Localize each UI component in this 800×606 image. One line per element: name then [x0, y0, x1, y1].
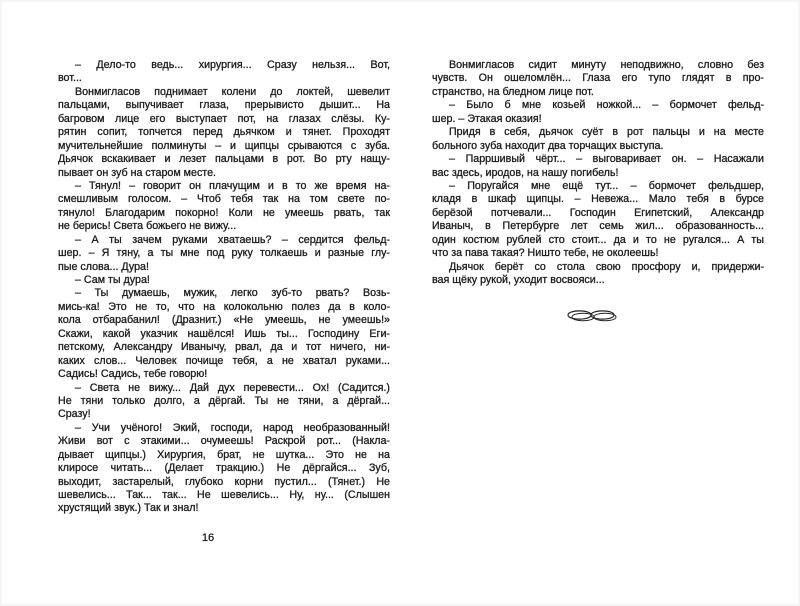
- text-line: Иваныч, в Петербурге лет семь жил... образованность...: [432, 220, 764, 233]
- text-line: Вонмигласов поднимает колени до локтей, шевелит: [75, 85, 390, 98]
- text-line: чувств. Он ошеломлён... Глаза его тупо глядят в про-: [432, 72, 764, 85]
- text-line: мись-ка! Это не то, что на колокольню полез да в коло-: [58, 300, 390, 313]
- text-line: хрустящий звук.) Так и знал!: [58, 502, 199, 515]
- text-line: смешливым голосом. – Чтоб тебя так на том свете по-: [58, 193, 390, 206]
- text-line: – Было б мне козьей ножкой... – бормочет фельд-: [449, 99, 764, 112]
- text-line: Садись! Садись, тебе говорю!: [58, 368, 208, 381]
- text-line: клиросе читать... (Делает тракцию.) Не дёргайся... Зуб,: [58, 462, 390, 475]
- text-line: – Сам ты дура!: [75, 274, 150, 286]
- text-line: Дьячок вскакивает и лезет пальцами в рот. Во рту нащу-: [58, 153, 390, 166]
- text-line: Придя в себя, дьячок суёт в рот пальцы и на месте: [449, 126, 764, 139]
- text-line: петскому, Александру Иванычу, рвал, да и тот ничего, ни-: [58, 341, 390, 354]
- text-line: каких слов... Человек почище тебя, а не хватал руками...: [58, 354, 390, 367]
- text-line: Дьячок берёт со стола свою просфору и, придержи-: [449, 260, 764, 273]
- text-line: багровом лице его выступает пот, на глазах слёзы. Ку-: [58, 112, 390, 125]
- text-line: мучительнейшие полминуты – и щипцы срываются с зуба.: [58, 139, 390, 152]
- text-line: кола отбарабанил! (Дразнит.) «Не умеешь, не умеешь!»: [58, 314, 390, 327]
- section-end-flourish-icon: [564, 304, 620, 328]
- text-line: Живи вот с этакими... очумеешь! Раскрой рот... (Накла-: [58, 435, 390, 448]
- text-line: выходит, застарелый, глубоко корни пустил... (Тянет.) Не: [58, 475, 390, 488]
- text-line: – Ты думаешь, мужик, легко зуб-то рвать? Возь-: [75, 287, 390, 300]
- text-line: Сразу!: [58, 408, 91, 421]
- right-page-text-column: [432, 59, 764, 287]
- text-line: берёзой потчевали... Господин Египетский, Александр: [432, 206, 764, 219]
- text-line: – А ты зачем руками хватаешь? – сердится фельд-: [75, 233, 390, 246]
- text-line: странство, на бледном лице пот.: [432, 85, 594, 98]
- text-line: – Тянул! – говорит он плачущим и в то же время на-: [75, 179, 390, 192]
- text-line: – Дело-то ведь... хирургия... Сразу нельзя... Вот,: [75, 59, 390, 71]
- text-line: шер. – Я тяну, а ты мне под руку толкаешь и разные глу-: [58, 247, 390, 260]
- text-line: пые слова... Дура!: [58, 260, 149, 273]
- text-line: Не тяни только долго, а дёргай. Ты не тяни, а дёргай...: [58, 394, 390, 407]
- text-line: вая щёку рукой, уходит восвояси...: [432, 274, 605, 286]
- text-line: не берись! Света божьего не вижу...: [58, 220, 237, 233]
- text-line: – Учи учёного! Экий, господи, народ необразованный!: [75, 421, 390, 434]
- text-line: вас здесь, иродов, на нашу погибель!: [432, 166, 619, 179]
- text-line: что за пава такая? Ништо тебе, не околеешь!: [432, 247, 659, 260]
- text-line: шевелись... Так... так... Не шевелись... Ну, ну... (Слышен: [58, 489, 390, 501]
- text-line: пальцами, выпучивает глаза, прерывисто дышит... На: [58, 99, 390, 112]
- text-line: Скажи, какой указчик нашёлся! Ишь ты... Господину Еги-: [58, 327, 390, 340]
- text-line: пывает он зуб на старом месте.: [58, 166, 216, 179]
- text-line: кладя в шкаф щипцы. – Невежа... Мало тебя в бурсе: [432, 193, 764, 206]
- text-line: рятин сопит, топчется перед дьячком и тянет. Проходят: [58, 126, 390, 139]
- text-line: больного зуба находит два торчащих выступа.: [432, 139, 664, 152]
- left-page-text-column: [58, 59, 390, 516]
- text-line: вот...: [58, 72, 82, 85]
- text-line: дывает щипцы.) Хирургия, брат, не шутка... Это не на: [58, 448, 390, 461]
- text-line: тянуло! Благодарим покорно! Коли не умеешь рвать, так: [58, 206, 390, 219]
- text-line: один костюм рублей сто стоит... да и то не ругался... А ты: [432, 233, 764, 246]
- text-line: Вонмигласов сидит минуту неподвижно, словно без: [449, 59, 764, 71]
- text-line: – Парршивый чёрт... – выговаривает он. – Насажали: [449, 153, 764, 166]
- text-line: – Поругайся мне ещё тут... – бормочет фельдшер,: [449, 179, 764, 192]
- page-number: 16: [201, 532, 215, 544]
- text-line: – Света не вижу... Дай дух перевести... Ох! (Садится.): [75, 381, 390, 394]
- text-line: шер. – Этакая оказия!: [432, 112, 542, 125]
